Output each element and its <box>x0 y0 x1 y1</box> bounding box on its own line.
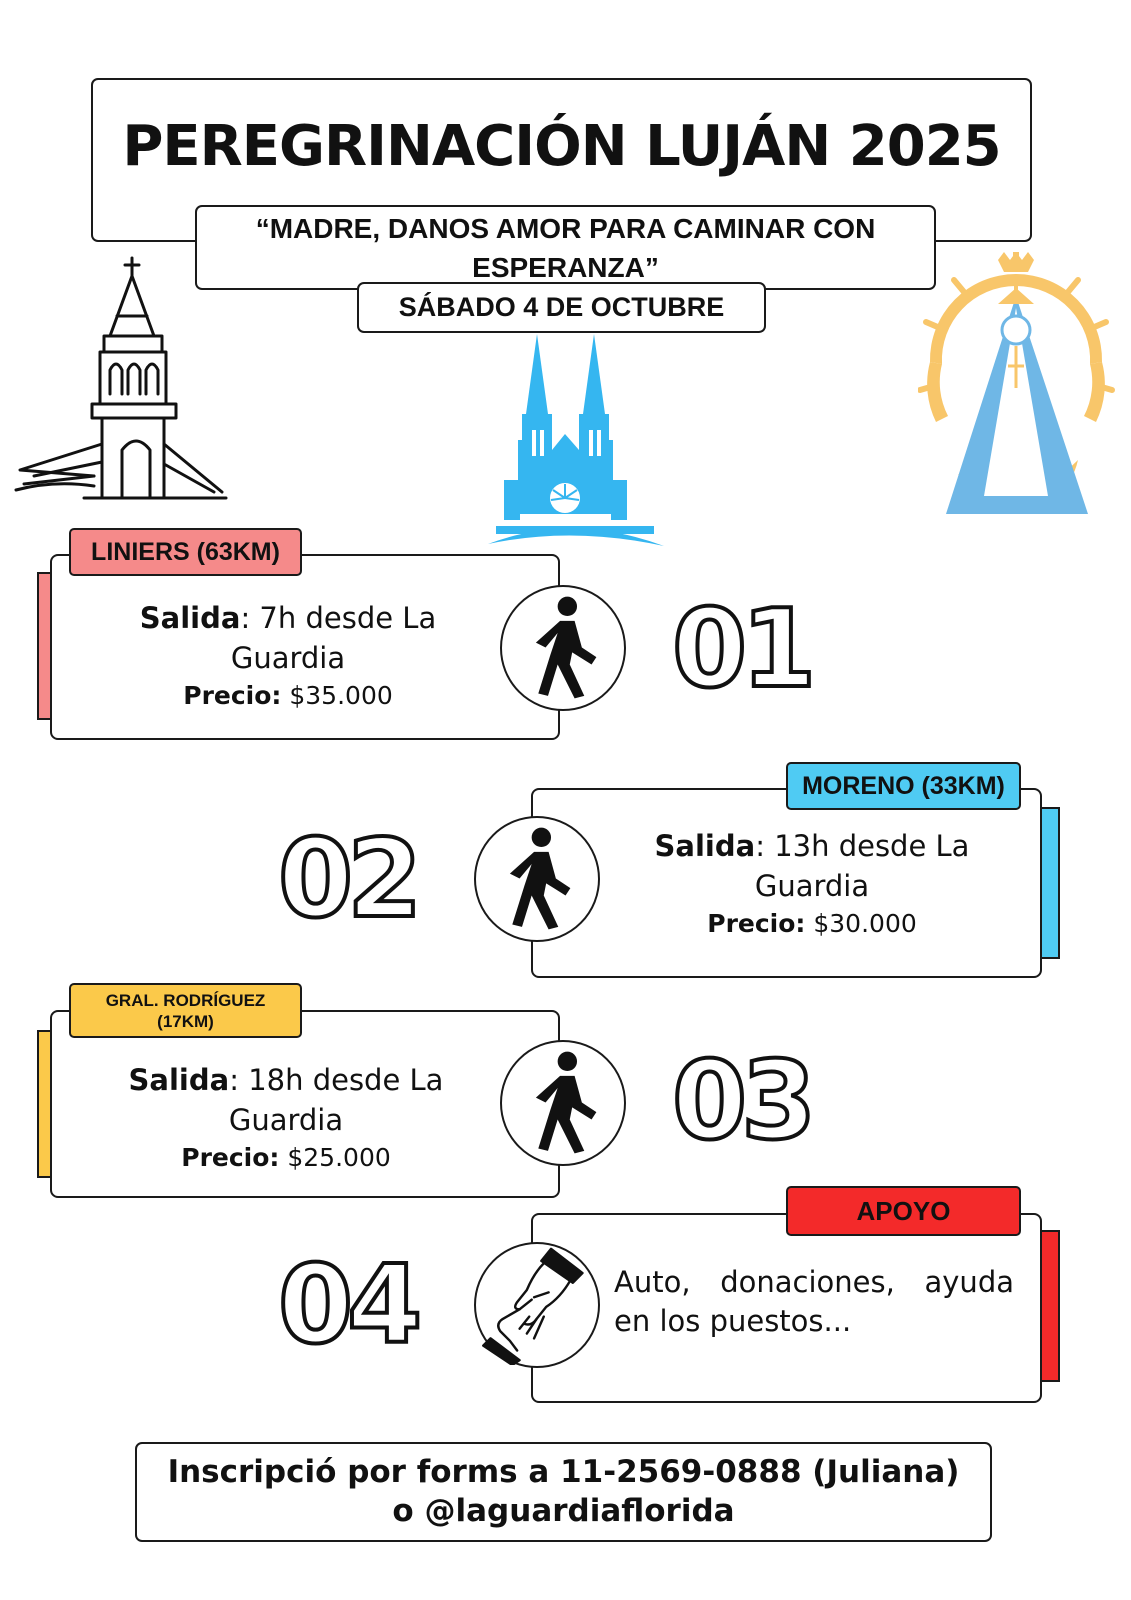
precio-label: Precio: <box>183 681 282 710</box>
registration-line-1: Inscripció por forms a 11-2569-0888 (Juliana) <box>167 1454 960 1490</box>
route-2-details <box>632 826 992 942</box>
route-1-precio <box>108 678 468 714</box>
precio-value: $30.000 <box>805 909 917 938</box>
lujan-basilica-icon <box>482 330 672 564</box>
salida-label: Salida <box>128 1063 230 1097</box>
salida-value: : 18h desde La Guardia <box>228 1063 444 1137</box>
salida-label: Salida <box>654 829 756 863</box>
route-1-number: 01 <box>672 587 811 712</box>
precio-label: Precio: <box>181 1143 280 1172</box>
walking-person-icon <box>500 585 626 711</box>
route-2-tag: MORENO (33KM) <box>786 762 1021 810</box>
route-1-salida <box>108 598 468 678</box>
registration-line-2: o @laguardiaflorida <box>392 1493 735 1529</box>
virgin-of-lujan-icon <box>918 252 1124 526</box>
support-text: Auto, donaciones, ayuda en los puestos... <box>614 1265 1014 1338</box>
route-3-number: 03 <box>672 1039 811 1164</box>
route-3-salida <box>106 1060 466 1140</box>
salida-label: Salida <box>139 601 241 635</box>
route-3-precio <box>106 1140 466 1176</box>
date-box <box>357 282 766 333</box>
route-1-details <box>108 598 468 714</box>
salida-value: : 13h desde La Guardia <box>754 829 970 903</box>
route-2-salida <box>632 826 992 906</box>
route-2-precio <box>632 906 992 942</box>
support-tag: APOYO <box>786 1186 1021 1236</box>
motto-box <box>195 205 936 290</box>
route-1-tag: LINIERS (63KM) <box>69 528 302 576</box>
walking-person-icon <box>474 816 600 942</box>
walking-person-icon <box>500 1040 626 1166</box>
precio-value: $25.000 <box>279 1143 391 1172</box>
precio-value: $35.000 <box>281 681 393 710</box>
route-2-number: 02 <box>278 817 417 942</box>
route-3-tag: GRAL. RODRÍGUEZ (17KM) <box>69 983 302 1038</box>
route-3-details <box>106 1060 466 1176</box>
motto-text: “MADRE, DANOS AMOR PARA CAMINAR CON ESPERANZA” <box>255 212 876 283</box>
support-number: 04 <box>278 1243 417 1368</box>
precio-label: Precio: <box>707 909 806 938</box>
registration-footer <box>135 1442 992 1542</box>
church-steeple-icon <box>14 254 229 506</box>
helping-hands-icon <box>474 1242 600 1368</box>
salida-value: : 7h desde La Guardia <box>230 601 437 675</box>
page-title: PEREGRINACIÓN LUJÁN 2025 <box>122 114 1001 179</box>
event-date: SÁBADO 4 DE OCTUBRE <box>398 292 725 322</box>
